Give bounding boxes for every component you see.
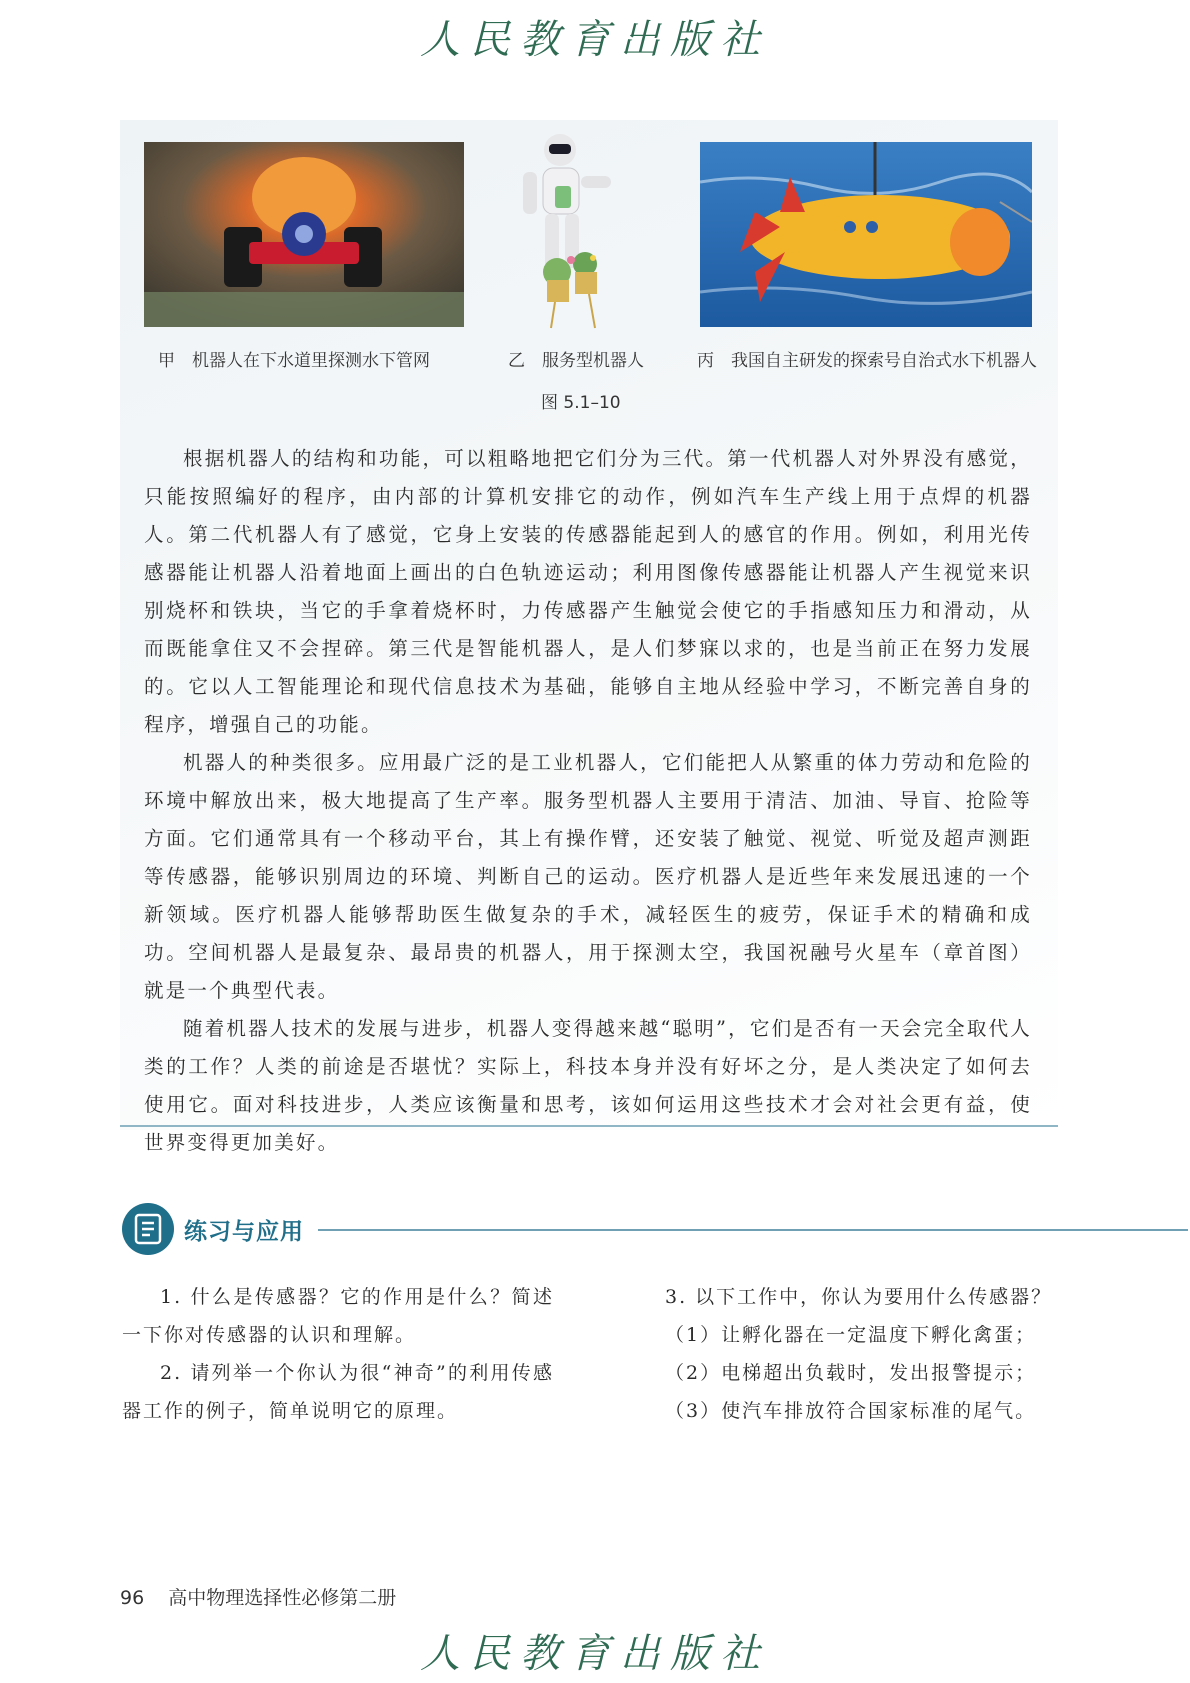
- exercise-header-rule: [318, 1229, 1188, 1231]
- exercise-section-header: [122, 1203, 1190, 1259]
- figure-caption-a: 甲 机器人在下水道里探测水下管网: [158, 351, 430, 371]
- figure-caption-c: 丙 我国自主研发的探索号自治式水下机器人: [697, 351, 1037, 371]
- page-footer: [120, 1583, 396, 1610]
- publisher-logo-top: 人民教育出版社: [420, 17, 770, 63]
- paragraph: 根据机器人的结构和功能，可以粗略地把它们分为三代。第一代机器人对外界没有感觉，只能按照编好的程序，由内部的计算机安排它的动作，例如汽车生产线上用于点焊的机器人。第二代机器人有了感觉，它身上安装的传感器能起到人的感官的作用。例如，利用光传感器能让机器人沿着地面上画出的白色轨迹运动；利用图像传感器能让机器人产生视觉来识别烧杯和铁块，当它的手拿着烧杯时，力传感器产生触觉会使它的手指感知压力和滑动，从而既能拿住又不会捏碎。第三代是智能机器人，是人们梦寐以求的，也是当前正在努力发展的。它以人工智能理论和现代信息技术为基础，能够自主地从经验中学习，不断完善自身的程序，增强自己的功能。: [144, 447, 1032, 736]
- paragraph: 随着机器人技术的发展与进步，机器人变得越来越“聪明”，它们是否有一天会完全取代人类的工作？人类的前途是否堪忧？实际上，科技本身并没有好坏之分，是人类决定了如何去使用它。面对科技进步，人类应该衡量和思考，该如何运用这些技术才会对社会更有益，使世界变得更加美好。: [144, 1017, 1032, 1154]
- book-title: 高中物理选择性必修第二册: [168, 1587, 397, 1609]
- figure-sewer-robot-image: [144, 142, 464, 327]
- exercise-title: 练习与应用: [184, 1219, 304, 1245]
- figure-caption-b: 乙 服务型机器人: [508, 351, 644, 371]
- exercise-right-column: [665, 1278, 1085, 1430]
- page-number: 96: [120, 1587, 145, 1609]
- figure-underwater-robot-image: [700, 142, 1032, 327]
- exercise-subitem: （3）使汽车排放符合国家标准的尾气。: [665, 1400, 1037, 1422]
- exercise-left-column: [122, 1278, 554, 1430]
- publisher-logo-bottom: 人民教育出版社: [420, 1631, 770, 1677]
- exercise-question: 2. 请列举一个你认为很“神奇”的利用传感器工作的例子，简单说明它的原理。: [122, 1362, 554, 1422]
- book-icon: [122, 1203, 174, 1255]
- figure-service-robot-image: [515, 132, 635, 332]
- body-text: [144, 440, 1032, 1162]
- exercise-question: 1. 什么是传感器？它的作用是什么？简述一下你对传感器的认识和理解。: [122, 1286, 554, 1346]
- exercise-subitem: （2）电梯超出负载时，发出报警提示；: [665, 1362, 1037, 1384]
- exercise-question: 3. 以下工作中，你认为要用什么传感器？: [665, 1286, 1053, 1308]
- figure-number: 图 5.1–10: [541, 393, 621, 413]
- paragraph: 机器人的种类很多。应用最广泛的是工业机器人，它们能把人从繁重的体力劳动和危险的环境中解放出来，极大地提高了生产率。服务型机器人主要用于清洁、加油、导盲、抢险等方面。它们通常具有一个移动平台，其上有操作臂，还安装了触觉、视觉、听觉及超声测距等传感器，能够识别周边的环境、判断自己的运动。医疗机器人是近些年来发展迅速的一个新领域。医疗机器人能够帮助医生做复杂的手术，减轻医生的疲劳，保证手术的精确和成功。空间机器人是最复杂、最昂贵的机器人，用于探测太空，我国祝融号火星车（章首图）就是一个典型代表。: [144, 751, 1032, 1002]
- exercise-subitem: （1）让孵化器在一定温度下孵化禽蛋；: [665, 1324, 1037, 1346]
